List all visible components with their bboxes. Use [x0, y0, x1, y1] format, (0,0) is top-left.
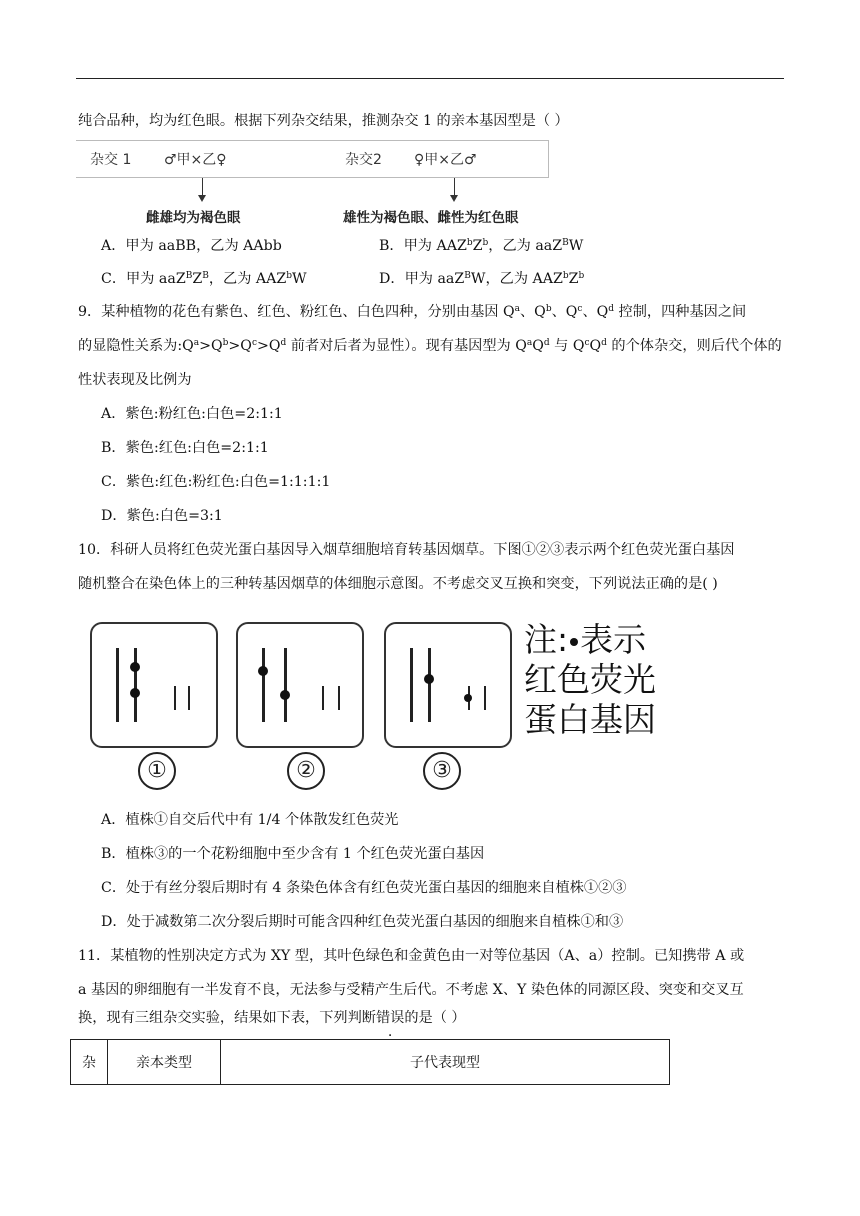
q8-option-c: C．甲为 $aaZ^BZ^B$，乙为 AAZ$^b$W — [101, 271, 307, 287]
q9-stem-line2: 的显隐性关系为$:Q^a>Q^b>Q^c>Q^d$ 前者对后者为显性）。现有基因型为 $Q^aQ^d$ 与 $Q^cQ^d$ 的个体杂交，则后代个体的 — [78, 338, 782, 354]
cross2-arrow — [454, 178, 455, 196]
fluorescent-gene-dot — [464, 694, 472, 702]
q8-option-b: B．甲为 $AAZ^bZ^b$，乙为 aaZ$^B$W — [379, 238, 584, 254]
legend-dot-icon — [570, 638, 578, 646]
q10-option-a: A．植株①自交后代中有 1/4 个体散发红色荧光 — [101, 812, 399, 828]
chromosome — [284, 648, 287, 722]
table-header-cell: 杂 — [71, 1040, 108, 1085]
cell-label-2: ② — [287, 752, 325, 790]
cross-diagram-box — [76, 140, 549, 178]
q9-stem-line1: 9．某种植物的花色有紫色、红色、粉红色、白色四种，分别由基因 $Q^a$、$Q^b$、$Q^c$、$Q^d$ 控制，四种基因之间 — [78, 304, 747, 320]
cross2-result: 雄性为褐色眼、雌性为红色眼 — [343, 210, 519, 226]
fluorescent-gene-dot — [130, 662, 140, 672]
q10-stem-line2: 随机整合在染色体上的三种转基因烟草的体细胞示意图。不考虑交叉互换和突变，下列说法正确的是( ) — [78, 576, 718, 592]
chromosome — [338, 686, 340, 710]
cell-diagram-3 — [384, 622, 512, 748]
q9-option-c: C．紫色:红色:粉红色:白色=1:1:1:1 — [101, 474, 331, 490]
cross1-arrow — [202, 178, 203, 196]
fluorescent-gene-dot — [258, 666, 268, 676]
figure-legend-note: 注: 表示 红色荧光 蛋白基因 — [524, 620, 656, 739]
cell-label-1: ① — [138, 752, 176, 790]
cross2-label: 杂交2 — [345, 152, 382, 168]
table-header-cell: 子代表现型 — [221, 1040, 670, 1085]
cross1-label: 杂交 1 — [90, 152, 132, 168]
chromosome — [174, 686, 176, 710]
header-rule — [76, 78, 784, 79]
chromosome — [428, 648, 431, 722]
fluorescent-gene-dot — [130, 688, 140, 698]
chromosome — [134, 648, 137, 722]
chromosome — [410, 648, 413, 722]
q10-option-c: C．处于有丝分裂后期时有 4 条染色体含有红色荧光蛋白基因的细胞来自植株①②③ — [101, 880, 627, 896]
cross1-result: 雌雄均为褐色眼 — [146, 210, 241, 226]
q9-option-d: D．紫色:白色=3:1 — [101, 508, 223, 524]
q10-stem-line1: 10．科研人员将红色荧光蛋白基因导入烟草细胞培育转基因烟草。下图①②③表示两个红色荧光蛋白基因 — [78, 542, 735, 558]
q11-table — [70, 1039, 670, 1085]
cell-diagram-1 — [90, 622, 218, 748]
chromosome — [116, 648, 119, 722]
chromosome — [484, 686, 486, 710]
q8-option-d: D．甲为 aaZ$^B$W，乙为 $AAZ^bZ^b$ — [379, 271, 585, 287]
q11-stem-line2: a 基因的卵细胞有一半发育不良，无法参与受精产生后代。不考虑 X、Y 染色体的同源区段、突变和交叉互 — [78, 982, 744, 998]
cross2-parents: ♀甲×乙♂ — [414, 152, 477, 168]
q11-stem-line1: 11．某植物的性别决定方式为 XY 型，其叶色绿色和金黄色由一对等位基因（A、a）控制。已知携带 A 或 — [78, 948, 745, 964]
q10-option-d: D．处于减数第二次分裂后期时可能含四种红色荧光蛋白基因的细胞来自植株①和③ — [101, 914, 624, 930]
q9-option-a: A．紫色:粉红色:白色=2:1:1 — [101, 406, 283, 422]
cell-diagram-2 — [236, 622, 364, 748]
q9-stem-line3: 性状表现及比例为 — [78, 372, 192, 388]
q8-stem: 纯合品种，均为红色眼。根据下列杂交结果，推测杂交 1 的亲本基因型是（ ） — [78, 113, 569, 129]
q10-option-b: B．植株③的一个花粉细胞中至少含有 1 个红色荧光蛋白基因 — [101, 846, 485, 862]
fluorescent-gene-dot — [280, 690, 290, 700]
table-header-cell: 亲本类型 — [108, 1040, 221, 1085]
cross1-parents: ♂甲×乙♀ — [164, 152, 227, 168]
chromosome — [262, 648, 265, 722]
chromosome — [322, 686, 324, 710]
cell-label-3: ③ — [423, 752, 461, 790]
q11-stem-line3: 换，现有三组杂交实验，结果如下表，下列判断错误的是（ ） — [78, 1010, 466, 1026]
q8-option-a: A．甲为 aaBB，乙为 AAbb — [101, 238, 282, 254]
fluorescent-gene-dot — [424, 674, 434, 684]
table-header-row — [71, 1040, 670, 1085]
q9-option-b: B．紫色:红色:白色=2:1:1 — [101, 440, 269, 456]
chromosome — [188, 686, 190, 710]
